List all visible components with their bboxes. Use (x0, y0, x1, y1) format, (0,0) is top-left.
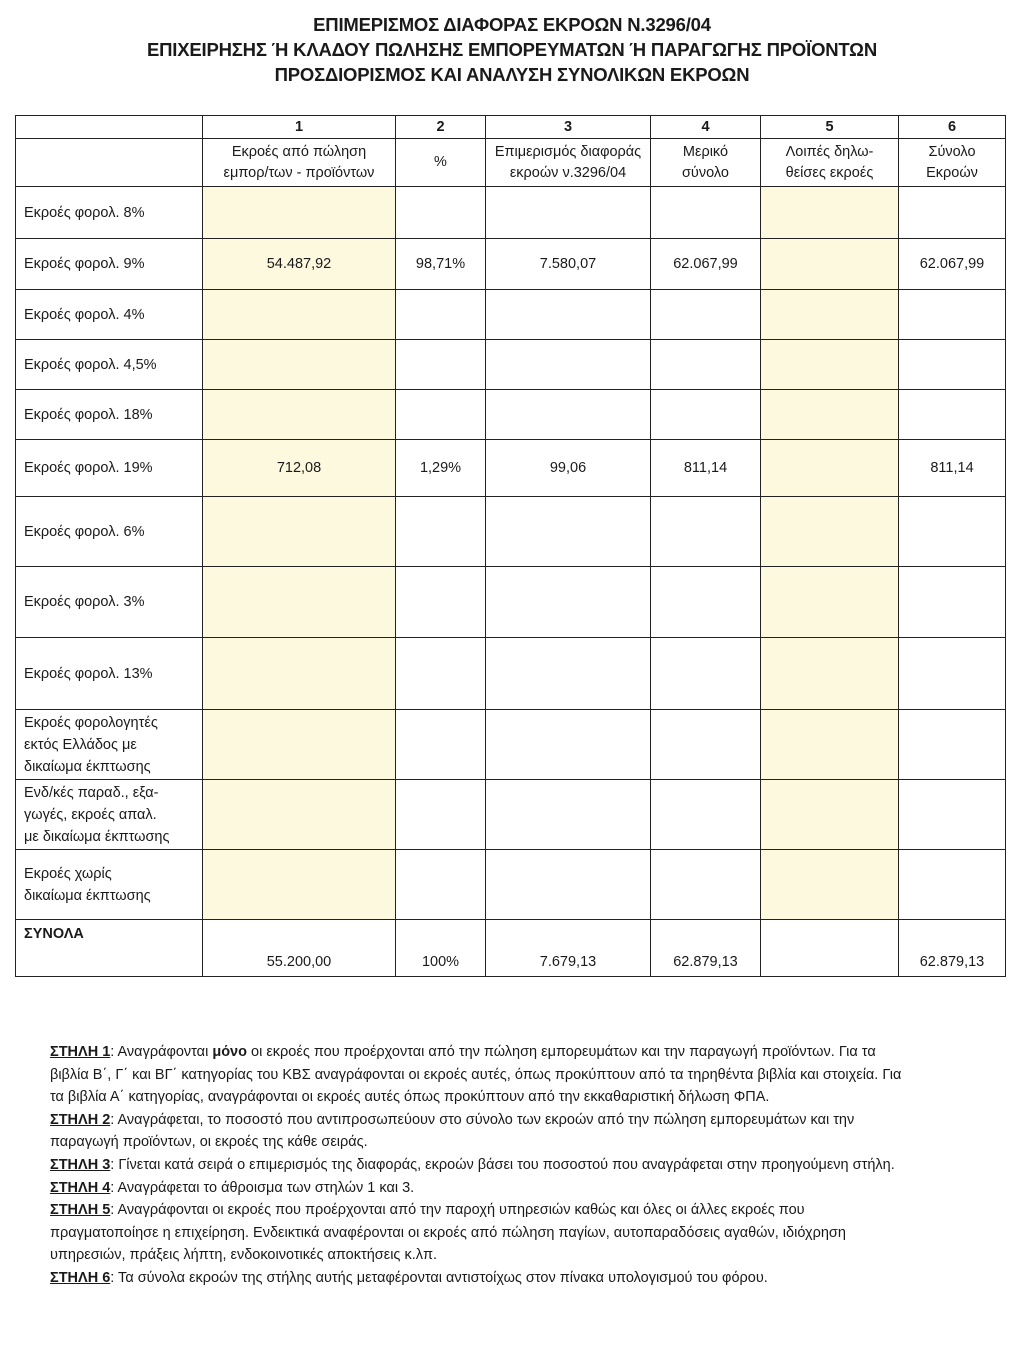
row-label-line: Εκροές φορολ. 8% (24, 204, 145, 221)
cell-c2 (396, 638, 486, 710)
cell-c5 (761, 440, 899, 497)
cell-c6 (899, 850, 1006, 920)
column-header-line: Εκροές από πώληση (231, 143, 367, 160)
title-line-2: ΕΠΙΧΕΙΡΗΣΗΣ Ή ΚΛΑΔΟΥ ΠΩΛΗΣΗΣ ΕΜΠΟΡΕΥΜΑΤΩΝ Ή ΠΑΡΑΓΩΓΗΣ ΠΡΟΪΟΝΤΩΝ (147, 39, 877, 60)
cell-c4: 62.067,99 (651, 239, 761, 290)
cell-c5 (761, 567, 899, 638)
cell-c3: 7.580,07 (486, 239, 651, 290)
cell-c4 (651, 710, 761, 780)
row-label-line: Εκροές χωρίς (24, 865, 112, 882)
cell-c6 (899, 567, 1006, 638)
title-line-1: ΕΠΙΜΕΡΙΣΜΟΣ ΔΙΑΦΟΡΑΣ ΕΚΡΟΩΝ Ν.3296/04 (313, 14, 711, 35)
cell-c5 (761, 850, 899, 920)
total-c6: 62.879,13 (899, 920, 1006, 977)
cell-c6 (899, 710, 1006, 780)
cell-c6: 62.067,99 (899, 239, 1006, 290)
cell-c1 (203, 290, 396, 340)
cell-c2: 1,29% (396, 440, 486, 497)
table-row (16, 390, 1006, 440)
row-label (16, 290, 203, 340)
column-header-row (16, 139, 1006, 187)
cell-c4 (651, 187, 761, 239)
table-row (16, 290, 1006, 340)
row-label (16, 850, 203, 920)
note-text: : Αναγράφεται το άθροισμα των στηλών 1 και 3. (110, 1179, 415, 1196)
cell-c1 (203, 567, 396, 638)
cell-c2 (396, 850, 486, 920)
row-label-line: γωγές, εκροές απαλ. (24, 806, 157, 823)
table-row (16, 340, 1006, 390)
column-header-line: Επιμερισμός διαφοράς (494, 143, 642, 160)
cell-c5 (761, 710, 899, 780)
cell-c3 (486, 710, 651, 780)
row-label-line: με δικαίωμα έκπτωσης (24, 828, 170, 845)
cell-c1: 712,08 (203, 440, 396, 497)
note-text: : Αναγράφονται οι εκροές που προέρχονται από την παροχή υπηρεσιών καθώς και όλες οι άλλες εκροές που πραγματοποίησε η επιχείρηση. Ενδεικτικά αναφέρονται οι εκροές από πώληση παγίων, αυτοπαραδόσεις αγαθών, ιδιόχρηση υπηρεσιών, πράξεις λήπτη, ενδοκοινοτικές αποκτήσεις κ.λπ. (50, 1202, 846, 1264)
cell-c3 (486, 290, 651, 340)
cell-c6 (899, 497, 1006, 567)
note-paragraph (50, 1109, 910, 1154)
cell-c6 (899, 340, 1006, 390)
column-header-line: εκροών ν.3296/04 (509, 164, 627, 181)
column-header-line: % (434, 154, 447, 170)
cell-c4 (651, 780, 761, 850)
table-row (16, 440, 1006, 497)
cell-c1 (203, 187, 396, 239)
cell-c4 (651, 497, 761, 567)
note-label: ΣΤΗΛΗ 1 (50, 1044, 111, 1060)
row-label-line: Ενδ/κές παραδ., εξα- (24, 784, 159, 801)
cell-c6 (899, 290, 1006, 340)
column-number: 1 (203, 116, 396, 139)
cell-c1 (203, 497, 396, 567)
column-number: 3 (486, 116, 651, 139)
note-label: ΣΤΗΛΗ 5 (50, 1202, 111, 1219)
cell-c2 (396, 187, 486, 239)
column-header (761, 139, 899, 187)
table-row (16, 497, 1006, 567)
column-header (203, 139, 396, 187)
note-emphasis: μόνο (212, 1044, 247, 1060)
cell-c5 (761, 187, 899, 239)
note-label: ΣΤΗΛΗ 6 (50, 1269, 111, 1286)
cell-c2 (396, 710, 486, 780)
cell-c1 (203, 340, 396, 390)
cell-c6 (899, 638, 1006, 710)
row-label (16, 440, 203, 497)
note-paragraph (50, 1267, 910, 1290)
cell-c1: 54.487,92 (203, 239, 396, 290)
cell-c2: 98,71% (396, 239, 486, 290)
table-row (16, 780, 1006, 850)
cell-c6 (899, 780, 1006, 850)
cell-c4 (651, 290, 761, 340)
cell-c6 (899, 390, 1006, 440)
row-label-line: Εκροές φορολογητές (24, 714, 158, 731)
cell-c5 (761, 780, 899, 850)
cell-c1 (203, 390, 396, 440)
cell-c4 (651, 638, 761, 710)
row-label-line: εκτός Ελλάδος με (24, 736, 137, 753)
cell-c3 (486, 638, 651, 710)
row-label (16, 638, 203, 710)
cell-c5 (761, 638, 899, 710)
cell-c5 (761, 239, 899, 290)
cell-c3 (486, 497, 651, 567)
note-text: : Αναγράφονται (110, 1044, 213, 1060)
cell-c3: 99,06 (486, 440, 651, 497)
cell-c2 (396, 780, 486, 850)
row-label (16, 567, 203, 638)
table-row (16, 638, 1006, 710)
column-header-line: Εκροών (926, 164, 978, 181)
row-label (16, 340, 203, 390)
cell-c6: 811,14 (899, 440, 1006, 497)
row-label-line: δικαίωμα έκπτωσης (24, 758, 151, 775)
note-label: ΣΤΗΛΗ 2 (50, 1111, 111, 1128)
column-number: 4 (651, 116, 761, 139)
column-header-line: Λοιπές δηλω- (785, 143, 874, 160)
column-header-line: εμπορ/των - προϊόντων (223, 164, 375, 181)
note-text: : Γίνεται κατά σειρά ο επιμερισμός της διαφοράς, εκροών βάσει του ποσοστού που αναγράφεται στην προηγούμενη στήλη. (110, 1156, 895, 1173)
row-label-line: Εκροές φορολ. 6% (24, 523, 145, 540)
cell-c3 (486, 340, 651, 390)
table-row (16, 239, 1006, 290)
total-c5 (761, 920, 899, 977)
column-notes (50, 1041, 910, 1290)
column-header-line: θείσες εκροές (785, 164, 874, 181)
column-header (899, 139, 1006, 187)
cell-c4 (651, 340, 761, 390)
corner-cell (16, 116, 203, 139)
row-label-line: Εκροές φορολ. 13% (24, 665, 153, 682)
document-title (0, 12, 1024, 87)
column-number-row (16, 116, 1006, 139)
cell-c3 (486, 780, 651, 850)
cell-c2 (396, 497, 486, 567)
cell-c5 (761, 497, 899, 567)
cell-c4 (651, 850, 761, 920)
cell-c2 (396, 390, 486, 440)
cell-c1 (203, 850, 396, 920)
table-row (16, 710, 1006, 780)
cell-c6 (899, 187, 1006, 239)
note-label: ΣΤΗΛΗ 3 (50, 1156, 111, 1173)
column-header-line: Μερικό (682, 143, 729, 160)
cell-c1 (203, 710, 396, 780)
note-paragraph (50, 1154, 910, 1177)
cell-c1 (203, 638, 396, 710)
row-label-line: Εκροές φορολ. 9% (24, 256, 145, 272)
cell-c4: 811,14 (651, 440, 761, 497)
note-paragraph (50, 1199, 910, 1267)
cell-c1 (203, 780, 396, 850)
column-header (651, 139, 761, 187)
note-text: οι εκροές που προέρχονται από την πώληση εμπορευμάτων και την παραγωγή προϊόντων. Για τα βιβλία Β΄, Γ΄ και ΒΓ΄ κατηγορίας του ΚΒΣ αναγράφονται οι εκροές αυτές, όπως προκύπτουν από τα τηρηθέντα βιβλία και στοιχεία. Για τα βιβλία Α΄ κατηγορίας, αναγράφονται οι εκροές αυτές όπως προκύπτουν από την εκκαθαριστική δήλωση ΦΠΑ. (50, 1044, 902, 1106)
totals-label: ΣΥΝΟΛΑ (16, 920, 203, 977)
cell-c3 (486, 567, 651, 638)
note-text: : Τα σύνολα εκροών της στήλης αυτής μεταφέρονται αντιστοίχως στον πίνακα υπολογισμού του φόρου. (110, 1269, 768, 1286)
cell-c3 (486, 390, 651, 440)
row-label (16, 497, 203, 567)
note-text: : Αναγράφεται, το ποσοστό που αντιπροσωπεύουν στο σύνολο των εκροών από την πώληση εμπορευμάτων και την παραγωγή προϊόντων, οι εκροές της κάθε σειράς. (50, 1111, 855, 1151)
note-label: ΣΤΗΛΗ 4 (50, 1179, 111, 1196)
row-label (16, 710, 203, 780)
note-paragraph (50, 1041, 910, 1109)
outputs-table (15, 115, 1006, 977)
cell-c5 (761, 290, 899, 340)
totals-row (16, 920, 1006, 977)
corner-cell (16, 139, 203, 187)
cell-c3 (486, 187, 651, 239)
total-c1: 55.200,00 (203, 920, 396, 977)
title-line-3: ΠΡΟΣΔΙΟΡΙΣΜΟΣ ΚΑΙ ΑΝΑΛΥΣΗ ΣΥΝΟΛΙΚΩΝ ΕΚΡΟΩΝ (274, 64, 750, 85)
column-number: 6 (899, 116, 1006, 139)
cell-c4 (651, 390, 761, 440)
cell-c2 (396, 567, 486, 638)
column-header-line: Σύνολο (928, 143, 976, 160)
column-number: 2 (396, 116, 486, 139)
row-label-line: Εκροές φορολ. 3% (24, 594, 145, 610)
total-c3: 7.679,13 (486, 920, 651, 977)
cell-c4 (651, 567, 761, 638)
cell-c3 (486, 850, 651, 920)
note-paragraph (50, 1177, 910, 1200)
total-c4: 62.879,13 (651, 920, 761, 977)
cell-c5 (761, 340, 899, 390)
row-label (16, 239, 203, 290)
row-label (16, 780, 203, 850)
cell-c5 (761, 390, 899, 440)
table-row (16, 850, 1006, 920)
cell-c2 (396, 290, 486, 340)
row-label-line: Εκροές φορολ. 18% (24, 406, 153, 423)
row-label-line: Εκροές φορολ. 4% (24, 306, 145, 323)
row-label-line: Εκροές φορολ. 19% (24, 460, 153, 476)
row-label (16, 187, 203, 239)
table-row (16, 187, 1006, 239)
cell-c2 (396, 340, 486, 390)
row-label (16, 390, 203, 440)
column-number: 5 (761, 116, 899, 139)
total-c2: 100% (396, 920, 486, 977)
column-header-line: σύνολο (681, 164, 729, 181)
row-label-line: Εκροές φορολ. 4,5% (24, 356, 157, 373)
column-header (396, 139, 486, 187)
table-row (16, 567, 1006, 638)
column-header (486, 139, 651, 187)
row-label-line: δικαίωμα έκπτωσης (24, 887, 151, 904)
